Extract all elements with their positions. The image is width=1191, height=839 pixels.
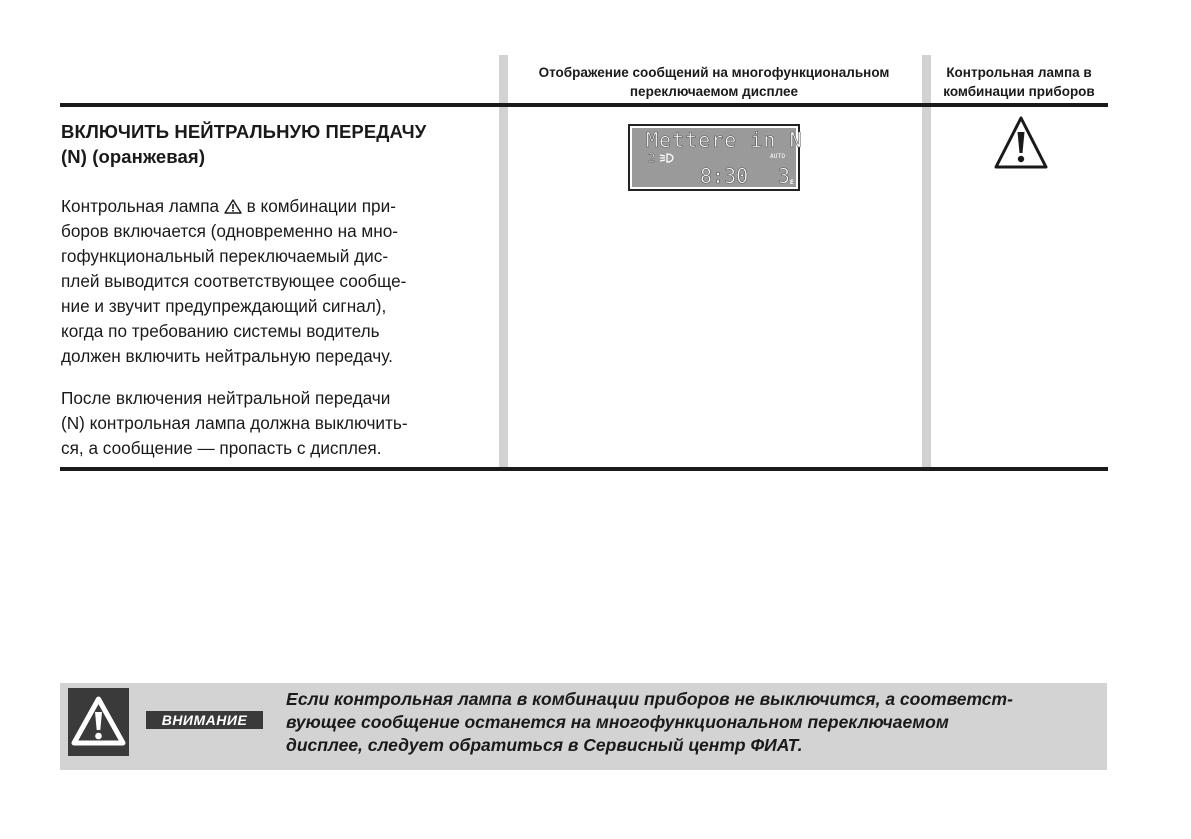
column-header-display: Отображение сообщений на многофункциональном переключаемом дисплее (538, 65, 890, 99)
warning-text-line: дисплее, следует обратиться в Сервисный центр ФИАТ. (286, 735, 803, 755)
headlight-icon (659, 152, 675, 164)
column-divider-display (499, 55, 508, 468)
table-bottom-rule (60, 467, 1108, 471)
paragraph-line: После включения нейтральной передачи (61, 388, 391, 408)
warning-icon-block (68, 688, 129, 756)
warning-triangle-icon (71, 696, 126, 746)
section-title-line: ВКЛЮЧИТЬ НЕЙТРАЛЬНУЮ ПЕРЕДАЧУ (61, 121, 427, 142)
column-divider-lamp (922, 55, 931, 468)
lcd-time: 8:30 (700, 164, 749, 188)
lcd-gear: 3 (778, 164, 791, 188)
lcd-auto-label: AUTO (770, 153, 786, 160)
warning-label: ВНИМАНИЕ (146, 711, 263, 729)
description-paragraph-2 (61, 386, 491, 461)
paragraph-line: боров включается (одновременно на мно- (61, 221, 399, 241)
paragraph-line: гофункциональный переключаемый дис- (61, 246, 389, 266)
section-title (61, 119, 491, 169)
description-paragraph (61, 194, 491, 369)
paragraph-line: плей выводится соответствующее сообще- (61, 271, 407, 291)
warning-box (60, 683, 1107, 770)
paragraph-line: когда по требованию системы водитель (61, 321, 380, 341)
lcd-message: Mettere in N (646, 128, 803, 152)
paragraph-line: должен включить нейтральную передачу. (61, 346, 393, 366)
lcd-gear-small: 2 (648, 151, 656, 165)
paragraph-text: в комбинации при- (241, 196, 396, 216)
section-title-subline: (N) (оранжевая) (61, 146, 206, 167)
lcd-screen (632, 128, 803, 188)
paragraph-line (61, 194, 491, 219)
paragraph-line: (N) контрольная лампа должна выключить- (61, 413, 408, 433)
paragraph-line: ся, а сообщение — пропасть с дисплея. (61, 438, 382, 458)
table-top-rule (60, 103, 1108, 107)
warning-text-line: вующее сообщение останется на многофункциональном переключаемом (286, 712, 949, 732)
warning-text-line: Если контрольная лампа в комбинации приборов не выключится, а соответст- (286, 689, 1013, 709)
paragraph-line: ние и звучит предупреждающий сигнал), (61, 296, 387, 316)
warning-triangle-icon (993, 115, 1049, 171)
paragraph-text: Контрольная лампа (61, 196, 224, 216)
column-header-lamp: Контрольная лампа в комбинации приборов (943, 65, 1095, 99)
warning-text (286, 688, 1106, 757)
lcd-gear-suffix: E (790, 179, 794, 186)
warning-triangle-icon (224, 199, 242, 214)
lcd-display (628, 124, 803, 191)
